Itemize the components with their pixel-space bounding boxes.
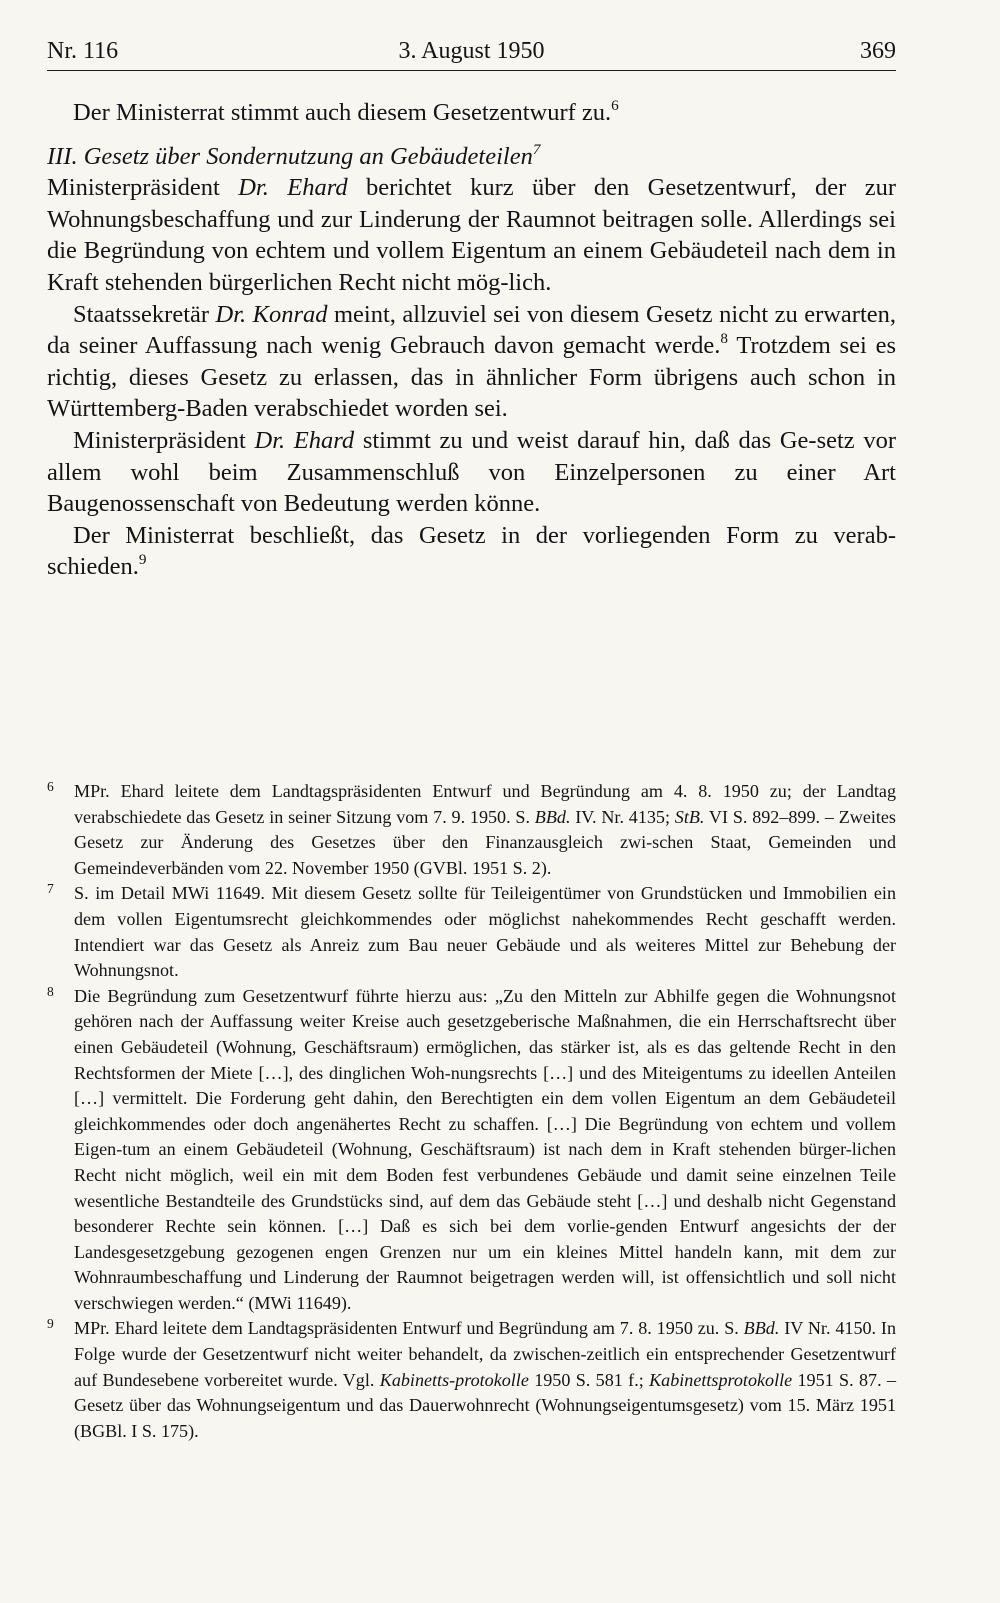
footnote-7: 7 S. im Detail MWi 11649. Mit diesem Gesetz sollte für Teileigentümer von Grundstücken und Immobilien ein dem vollen Eigentumsrecht gleichkommendes oder möglichst nahekommendes Recht geschafft werden. Intendiert war das Gesetz als Anreiz zum Bau neuer Gebäude und als weiteres Mittel zur Behebung der Wohnungsnot. [47,881,896,983]
header-date: 3. August 1950 [398,38,545,64]
section-heading: III. Gesetz über Sondernutzung an Gebäudeteilen$^7$ [47,140,541,170]
paragraph-ehard-report: Ministerpräsident Dr. Ehard berichtet kurz über den Gesetzentwurf, der zur Wohnungsbeschaffung und zur Linderung der Raumnot beitragen solle. Allerdings sei die Begründung von echtem und vollem Eigentum an einem Gebäudeteil nach dem in Kraft stehenden bürgerlichen Recht nicht mög-lich. [47,174,896,296]
footnote-number: 8 [47,983,54,999]
document-number: Nr. 116 [47,38,119,64]
paragraph-approval: Der Ministerrat stimmt auch diesem Gesetzentwurf zu.$^6$ [73,97,619,126]
footnote-8: 8 Die Begründung zum Gesetzentwurf führte hierzu aus: „Zu den Mitteln zur Abhilfe gegen die Wohnungsnot gehören nach der Auffassung weiter Kreise auch gesetzgeberische Maßnahmen, die ein Herrschaftsrecht über einen Gebäudeteil (Wohnung, Geschäftsraum) ermöglichen, das stärker ist, als es das geltende Recht in den Rechtsformen der Miete […], des dinglichen Woh-nungsrechts […] und des Miteigentums zu ideellen Anteilen […] vermittelt. Die Forderung geht dahin, den Berechtigten ein dem vollen Eigentum an dem Gebäudeteil gleichkommendes oder doch angenähertes Recht zu schaffen. […] Die Begründung von echtem und vollem Eigen-tum an einem Gebäudeteil (Wohnung, Geschäftsraum) ist nach dem in Kraft stehenden bürger-lichen Recht nicht möglich, weil ein mit dem Boden fest verbundenes Gebäude und damit seine einzelnen Teile wesentliche Bestandteile des Grundstücks sind, auf dem das Gebäude steht […] und deshalb nicht Gegenstand besonderer Rechte sein können. […] Daß es sich bei dem vorlie-genden Entwurf angesichts der der Landesgesetzgebung gezogenen engen Grenzen nur um ein kleines Mittel handeln kann, mit dem zur Wohnraumbeschaffung und Linderung der Raumnot beigetragen werden will, ist offensichtlich und soll nicht verschwiegen werden.“ (MWi 11649). [47,984,896,1317]
footnote-ref[interactable]: 8 [720,330,729,348]
footnote-ref[interactable]: 6 [611,97,619,115]
paragraph-konrad: Staatssekretär Dr. Konrad meint, allzuviel sei von diesem Gesetz nicht zu erwarten, da seiner Auffassung nach wenig Gebrauch davon gemacht werde.$^8$ Trotzdem sei es richtig, dieses Gesetz zu erlassen, das in ähnlicher Form übrigens auch schon in Württemberg-Baden verabschiedet worden sei. [47,300,897,423]
footnote-ref[interactable]: 7 [532,140,541,158]
footnote-number: 9 [47,1316,54,1332]
paragraph-ehard-agrees: Ministerpräsident Dr. Ehard stimmt zu und weist darauf hin, daß das Ge-setz vor allem wohl beim Zusammenschluß von Einzelpersonen zu einer Art Baugenossenschaft von Bedeutung werden könne. [47,426,896,518]
main-text [47,97,896,583]
footnote-ref[interactable]: 9 [138,551,147,569]
header-rule [47,70,896,71]
footnote-number: 7 [47,881,54,897]
page-number: 369 [860,38,896,64]
footnote-9: 9 MPr. Ehard leitete dem Landtagspräsidenten Entwurf und Begründung am 7. 8. 1950 zu. S. BBd. IV Nr. 4150. In Folge wurde der Gesetzentwurf nicht weiter behandelt, da zwischen-zeitlich ein entsprechender Gesetzentwurf auf Bundesebene vorbereitet wurde. Vgl. Kabinetts-protokolle 1950 S. 581 f.; Kabinettsprotokolle 1951 S. 87. – Gesetz über das Wohnungseigentum und das Dauerwohnrecht (Wohnungseigentumsgesetz) vom 15. März 1951 (BGBl. I S. 175). [47,1316,896,1444]
page-header [47,30,896,68]
footnote-6: 6 MPr. Ehard leitete dem Landtagspräsidenten Entwurf und Begründung am 4. 8. 1950 zu; der Landtag verabschiedete das Gesetz in seiner Sitzung vom 7. 9. 1950. S. BBd. IV. Nr. 4135; StB. VI S. 892–899. – Zweites Gesetz zur Änderung des Gesetzes über den Finanzausgleich zwi-schen Staat, Gemeinden und Gemeindeverbänden vom 22. November 1950 (GVBl. 1951 S. 2). [47,779,896,881]
footnotes [47,779,896,1444]
footnote-number: 6 [47,779,54,794]
paragraph-decision: Der Ministerrat beschließt, das Gesetz in der vorliegenden Form zu verab-schieden.$^9$ [47,521,896,581]
